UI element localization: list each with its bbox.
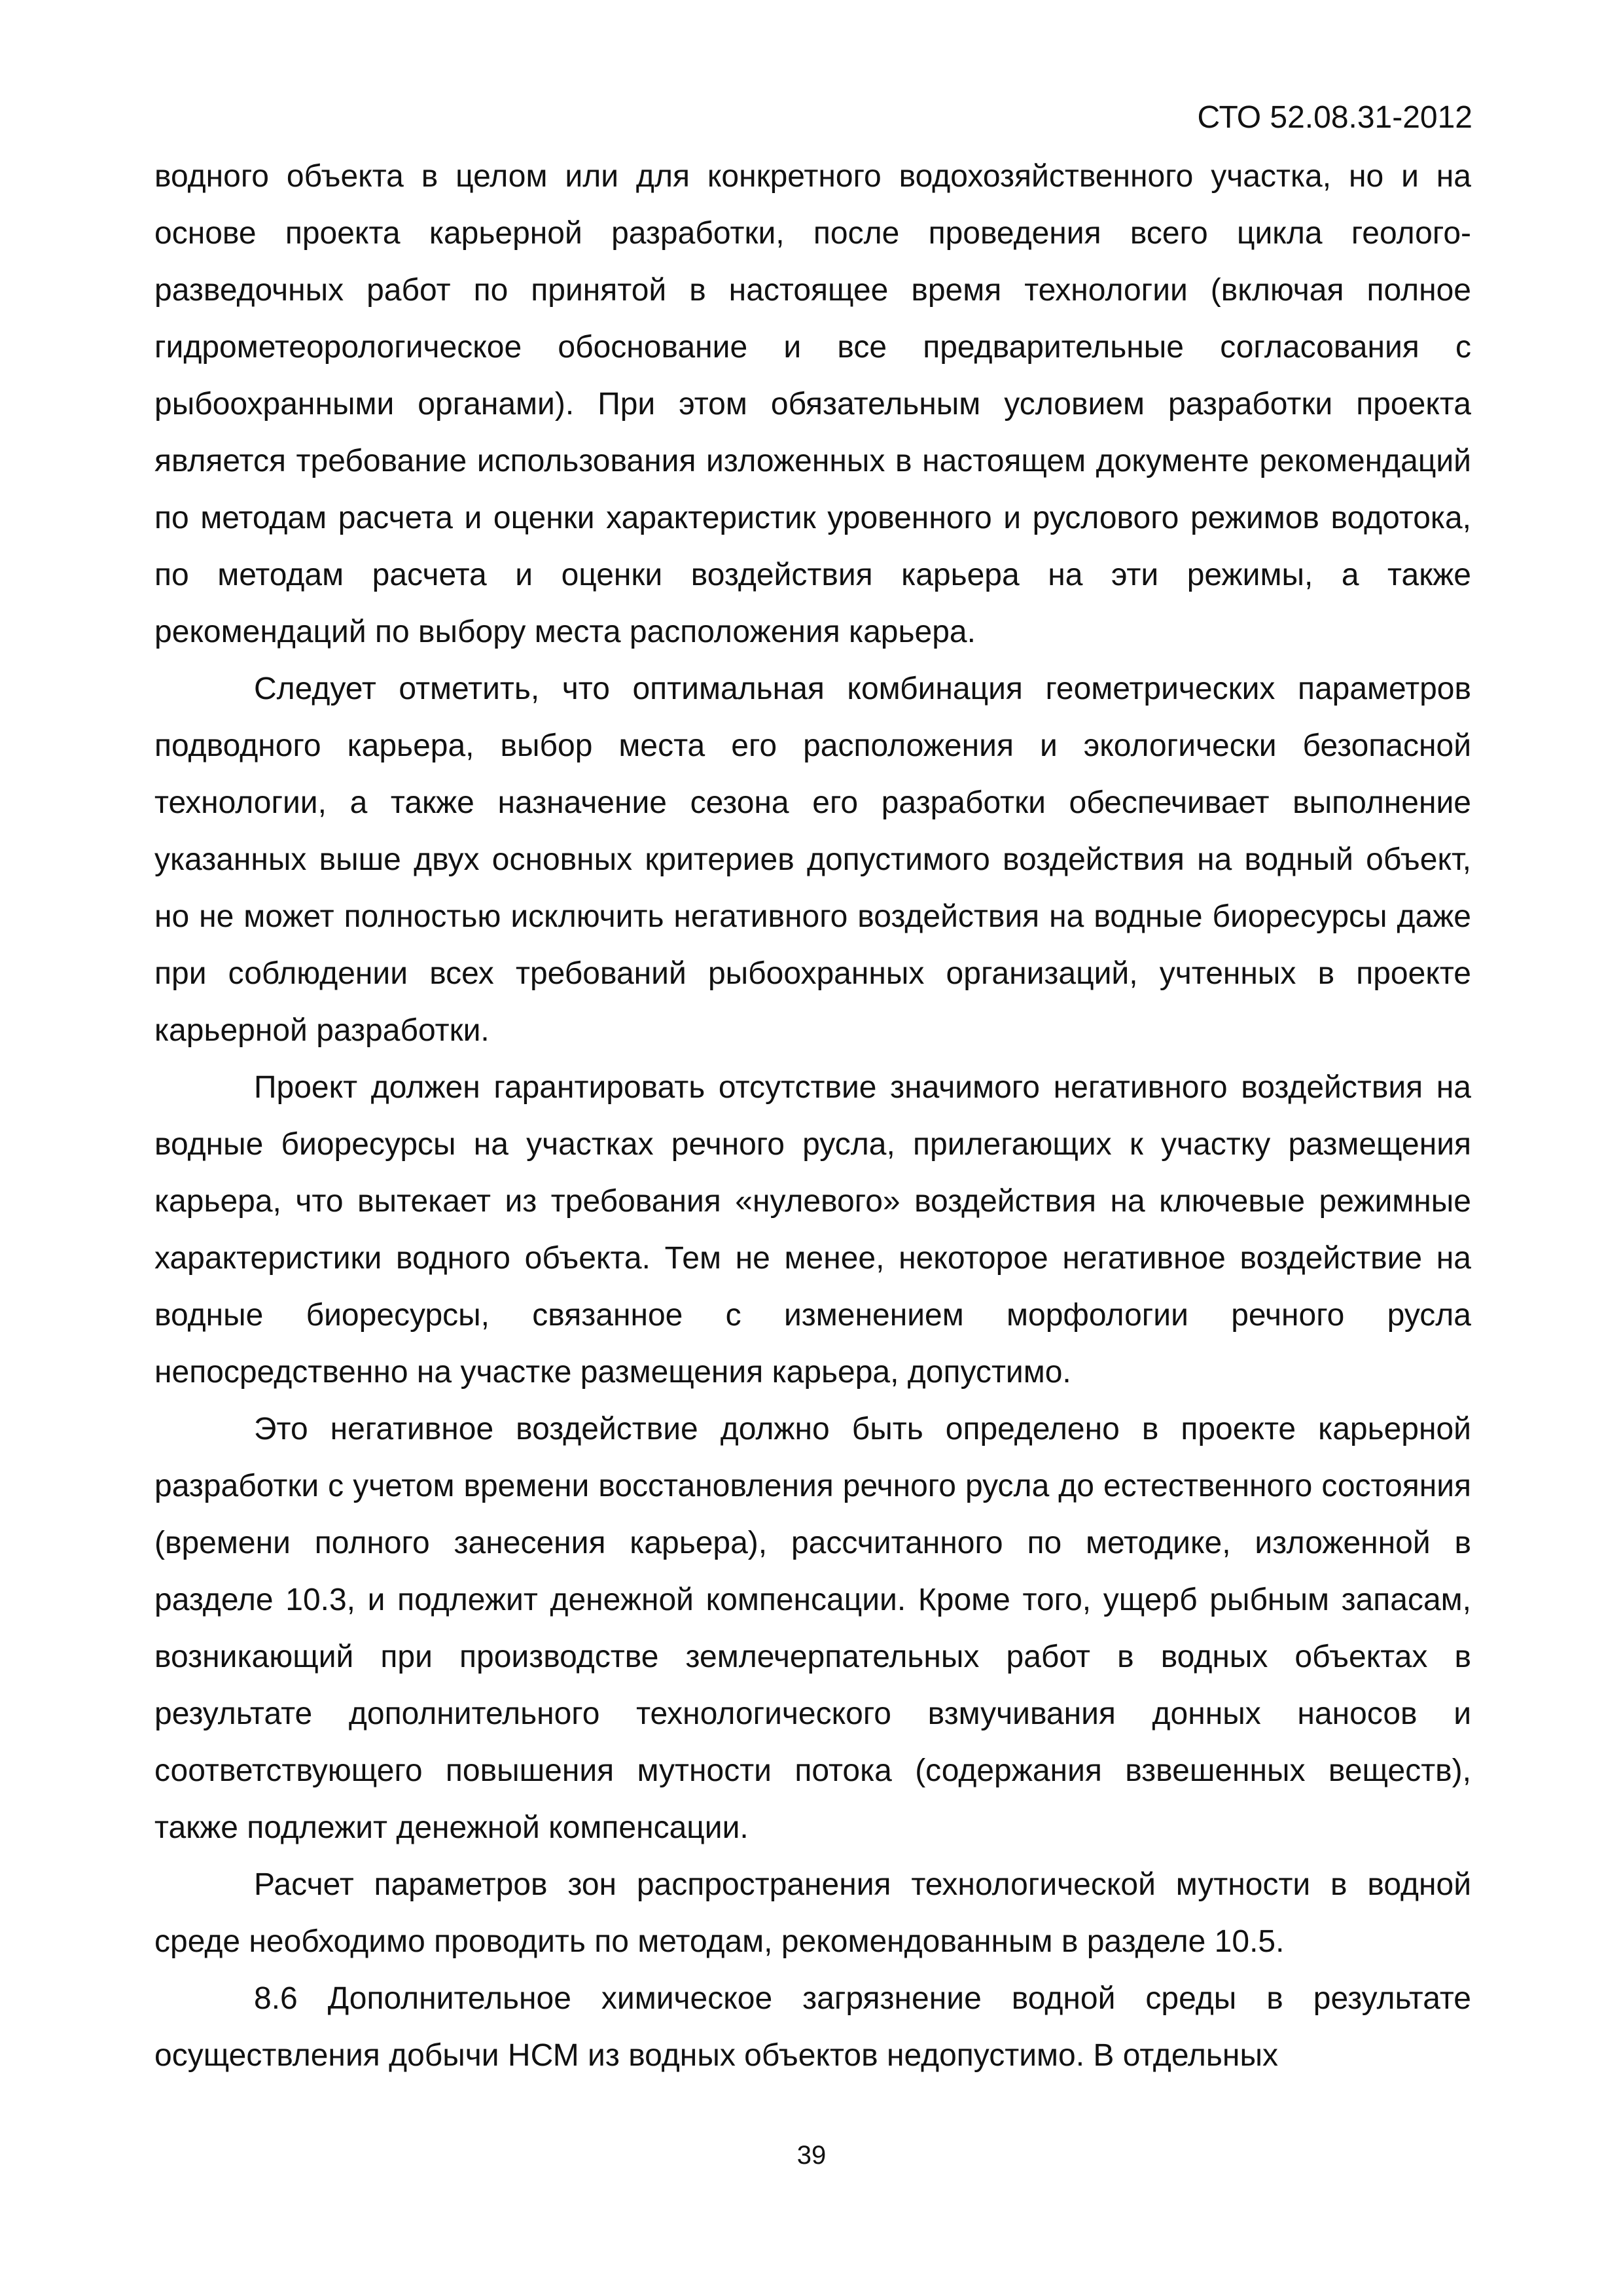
document-code: СТО 52.08.31-2012 [1197, 100, 1472, 135]
paragraph: Это негативное воздействие должно быть определено в проекте карьерной разработки с учетом времени восстановления речного русла до естественного состояния (времени полного занесения карьера), рассчитанного по методике, изложенной в разделе 10.3, и подлежит денежной компенсации. Кроме того, ущерб рыбным запасам, возникающий при производстве землечерпательных работ в водных объектах в результате дополнительного технологического взмучивания донных наносов и соответствующего повышения мутности потока (содержания взвешенных веществ), также подлежит денежной компенсации. [154, 1412, 1471, 1845]
paragraph-section-8-6: 8.6 Дополнительное химическое загрязнение водной среды в результате осуществления добычи НСМ из водных объектов недопустимо. В отдельных [154, 1981, 1471, 2073]
paragraph-continuation: водного объекта в целом или для конкретного водохозяйственного участка, но и на основе проекта карьерной разработки, после проведения всего цикла геолого-разведочных работ по принятой в настоящее время технологии (включая полное гидрометеорологическое обоснование и все предварительные согласования с рыбоохранными органами). При этом обязательным условием разработки проекта является требование использования изложенных в настоящем документе рекомендаций по методам расчета и оценки характеристик уровенного и руслового режимов водотока, по методам расчета и оценки воздействия карьера на эти режимы, а также рекомендаций по выбору места расположения карьера. [154, 159, 1471, 649]
page-number: 39 [796, 2141, 827, 2170]
paragraph: Расчет параметров зон распространения технологической мутности в водной среде необходимо проводить по методам, рекомендованным в разделе 10.5. [154, 1867, 1471, 1959]
paragraph: Следует отметить, что оптимальная комбинация геометрических параметров подводного карьера, выбор места его расположения и экологически безопасной технологии, а также назначение сезона его разработки обеспечивает выполнение указанных выше двух основных критериев допустимого воздействия на водный объект, но не может полностью исключить негативного воздействия на водные биоресурсы даже при соблюдении всех требований рыбоохранных организаций, учтенных в проекте карьерной разработки. [154, 672, 1471, 1048]
paragraph: Проект должен гарантировать отсутствие значимого негативного воздействия на водные биоресурсы на участках речного русла, прилегающих к участку размещения карьера, что вытекает из требования «нулевого» воздействия на ключевые режимные характеристики водного объекта. Тем не менее, некоторое негативное воздействие на водные биоресурсы, связанное с изменением морфологии речного русла непосредственно на участке размещения карьера, допустимо. [154, 1070, 1471, 1390]
document-body [154, 148, 1471, 2084]
